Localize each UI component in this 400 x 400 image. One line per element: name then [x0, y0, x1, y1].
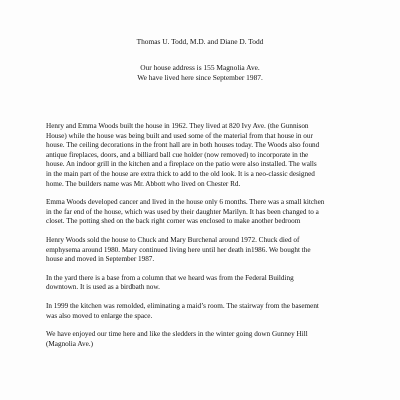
- text-line: We have enjoyed our time here and like the sledders in the winter going down Gunney Hill: [46, 330, 308, 339]
- text-line: was also moved to enlarge the space.: [46, 311, 153, 320]
- document-authors: Thomas U. Todd, M.D. and Diane D. Todd: [136, 37, 264, 46]
- address-line: Our house address is 155 Magnolia Ave.: [140, 63, 260, 72]
- text-line: Henry Woods sold the house to Chuck and Mary Burchenal around 1972. Chuck died of: [46, 235, 300, 244]
- text-line: In 1999 the kitchen was remolded, eliminating a maid’s room. The stairway from the basement: [46, 301, 319, 310]
- document-body: [46, 122, 376, 358]
- text-line: antique fireplaces, doors, and a billiard ball cue holder (now removed) to incorporate in the: [46, 150, 309, 159]
- text-line: closet. The potting shed on the back right corner was enclosed to make another bedroom: [46, 217, 301, 226]
- text-line: house. The ceiling decorations in the front hall are in both houses today. The Woods also found: [46, 141, 320, 150]
- text-line: house and moved in September 1987.: [46, 255, 155, 264]
- text-line: downtown. It is used as a birdbath now.: [46, 283, 160, 292]
- text-line: home. The builders name was Mr. Abbott who lived on Chester Rd.: [46, 179, 241, 188]
- paragraph-sale: [46, 236, 376, 265]
- text-line: House) while the house was being built and used some of the material from that house in our: [46, 131, 313, 140]
- text-line: in the far end of the house, which was used by their daughter Marilyn. It has been changed to a: [46, 207, 319, 216]
- text-line: house. An indoor grill in the kitchen and a fireplace on the patio were also installed. The walls: [46, 160, 317, 169]
- residence-line: We have lived here since September 1987.: [137, 72, 263, 82]
- text-line: in the main part of the house are extra thick to add to the old look. It is a neo-classic designed: [46, 169, 315, 178]
- paragraph-kitchen: [46, 302, 376, 321]
- paragraph-yard: [46, 274, 376, 293]
- paragraph-closing: [46, 330, 376, 349]
- text-line: emphysema around 1980. Mary continued living here until her death in1986. We bought the: [46, 245, 311, 254]
- text-line: Emma Woods developed cancer and lived in the house only 6 months. There was a small kitchen: [46, 198, 325, 207]
- text-line: (Magnolia Ave.): [46, 339, 93, 348]
- address-block: [0, 63, 400, 82]
- text-line: In the yard there is a base from a column that we heard was from the Federal Building: [46, 273, 294, 282]
- text-line: Henry and Emma Woods built the house in 1962. They lived at 820 Ivy Ave. (the Gunnison: [46, 122, 309, 130]
- paragraph-history: [46, 122, 376, 189]
- paragraph-emma: [46, 198, 376, 227]
